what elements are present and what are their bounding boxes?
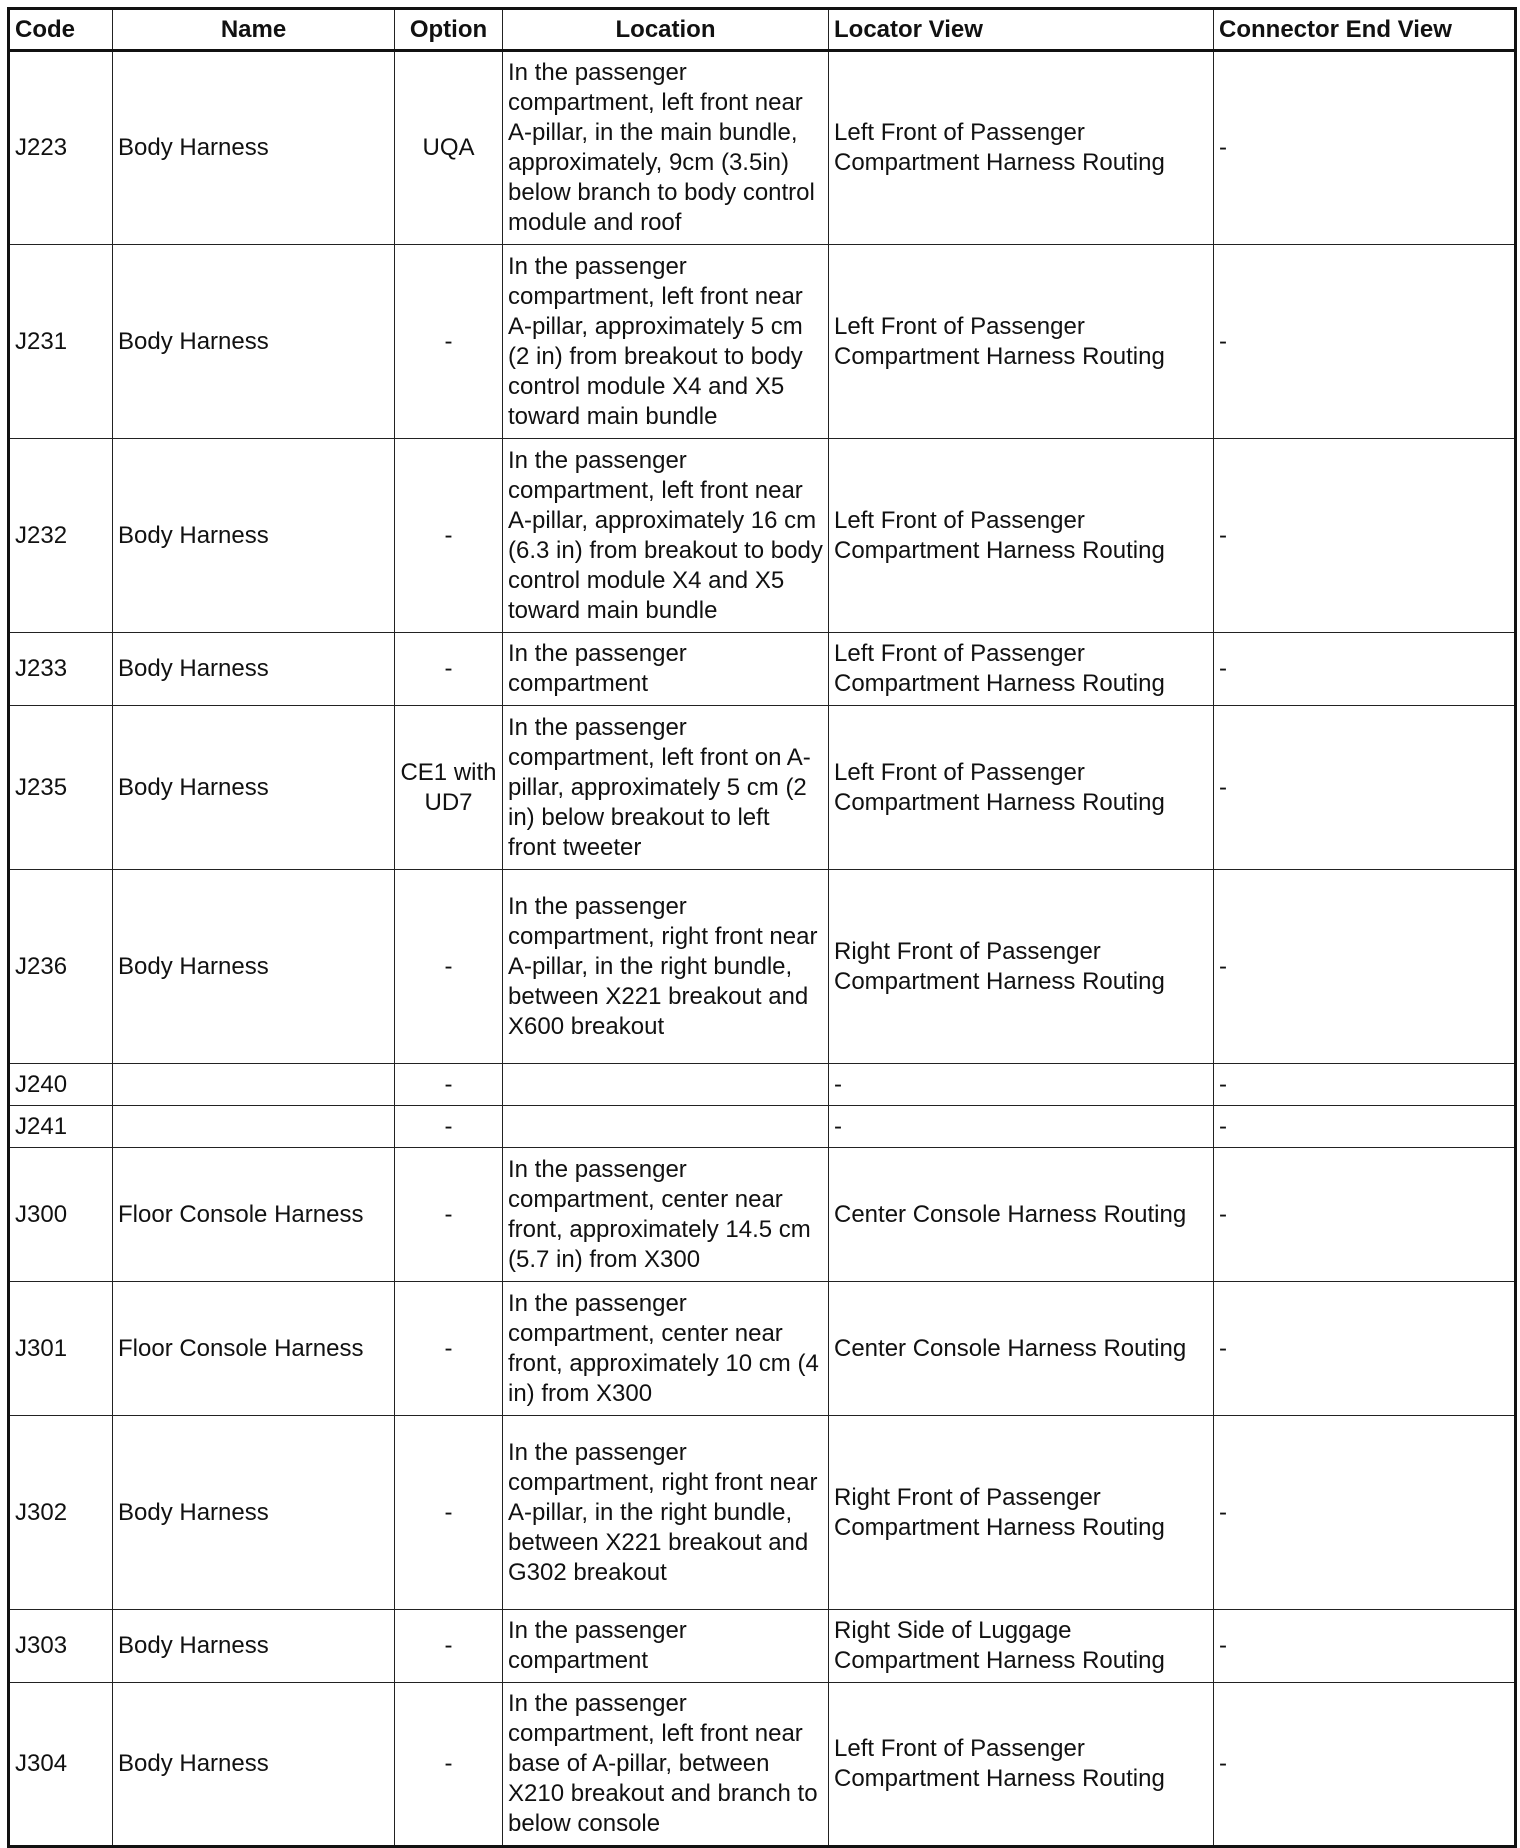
cell-connector-end-view: - [1214,1683,1516,1847]
cell-connector-end-view: - [1214,1610,1516,1683]
cell-name: Body Harness [113,1683,395,1847]
cell-code: J232 [9,439,113,633]
cell-option: - [395,1416,503,1610]
header-locator-view: Locator View [829,9,1214,51]
cell-name [113,1064,395,1106]
cell-location: In the passenger compartment, left front near base of A-pillar, between X210 breakout and branch to below console [503,1683,829,1847]
header-name: Name [113,9,395,51]
cell-location: In the passenger compartment, left front on A-pillar, approximately 5 cm (2 in) below breakout to left front tweeter [503,706,829,870]
cell-connector-end-view: - [1214,51,1516,245]
cell-locator-view: Right Front of Passenger Compartment Harness Routing [829,1416,1214,1610]
cell-name [113,1106,395,1148]
cell-code: J300 [9,1148,113,1282]
table-row [9,1683,1516,1847]
header-connector-end-view: Connector End View [1214,9,1516,51]
cell-name: Body Harness [113,439,395,633]
cell-option: CE1 with UD7 [395,706,503,870]
table-row [9,439,1516,633]
cell-option: - [395,1683,503,1847]
table-row [9,51,1516,245]
cell-connector-end-view: - [1214,1106,1516,1148]
cell-code: J304 [9,1683,113,1847]
cell-option: - [395,439,503,633]
header-location: Location [503,9,829,51]
cell-location [503,1106,829,1148]
cell-code: J303 [9,1610,113,1683]
table-row [9,870,1516,1064]
cell-name: Body Harness [113,51,395,245]
cell-connector-end-view: - [1214,245,1516,439]
cell-location [503,1064,829,1106]
cell-code: J235 [9,706,113,870]
cell-locator-view: Center Console Harness Routing [829,1282,1214,1416]
cell-code: J241 [9,1106,113,1148]
cell-locator-view: Left Front of Passenger Compartment Harness Routing [829,633,1214,706]
cell-code: J302 [9,1416,113,1610]
cell-option: - [395,633,503,706]
table-row [9,245,1516,439]
cell-location: In the passenger compartment, right front near A-pillar, in the right bundle, between X221 breakout and X600 breakout [503,870,829,1064]
cell-connector-end-view: - [1214,1148,1516,1282]
cell-locator-view: Right Front of Passenger Compartment Harness Routing [829,870,1214,1064]
cell-connector-end-view: - [1214,870,1516,1064]
cell-locator-view: Left Front of Passenger Compartment Harness Routing [829,245,1214,439]
cell-locator-view: Left Front of Passenger Compartment Harness Routing [829,706,1214,870]
table-row [9,1416,1516,1610]
table-row [9,1148,1516,1282]
cell-code: J240 [9,1064,113,1106]
cell-location: In the passenger compartment, right front near A-pillar, in the right bundle, between X221 breakout and G302 breakout [503,1416,829,1610]
cell-locator-view: Left Front of Passenger Compartment Harness Routing [829,51,1214,245]
cell-name: Body Harness [113,245,395,439]
cell-option: - [395,1610,503,1683]
table-row [9,633,1516,706]
table-header-row [9,9,1516,51]
cell-connector-end-view: - [1214,1064,1516,1106]
cell-location: In the passenger compartment, left front near A-pillar, in the main bundle, approximately, 9cm (3.5in) below branch to body control module and roof [503,51,829,245]
cell-location: In the passenger compartment, center near front, approximately 10 cm (4 in) from X300 [503,1282,829,1416]
cell-locator-view: Center Console Harness Routing [829,1148,1214,1282]
table-row [9,1064,1516,1106]
cell-location: In the passenger compartment, center near front, approximately 14.5 cm (5.7 in) from X300 [503,1148,829,1282]
cell-name: Body Harness [113,870,395,1064]
cell-option: UQA [395,51,503,245]
table-row [9,1282,1516,1416]
cell-option: - [395,245,503,439]
cell-name: Floor Console Harness [113,1148,395,1282]
cell-location: In the passenger compartment [503,1610,829,1683]
cell-connector-end-view: - [1214,1416,1516,1610]
cell-location: In the passenger compartment, left front near A-pillar, approximately 5 cm (2 in) from breakout to body control module X4 and X5 toward main bundle [503,245,829,439]
cell-locator-view: Left Front of Passenger Compartment Harness Routing [829,439,1214,633]
cell-option: - [395,1148,503,1282]
cell-code: J233 [9,633,113,706]
cell-name: Body Harness [113,1416,395,1610]
cell-locator-view: - [829,1064,1214,1106]
cell-code: J231 [9,245,113,439]
table-row [9,1106,1516,1148]
cell-locator-view: - [829,1106,1214,1148]
cell-option: - [395,1106,503,1148]
cell-name: Body Harness [113,633,395,706]
cell-option: - [395,1064,503,1106]
cell-name: Body Harness [113,706,395,870]
table-row [9,706,1516,870]
cell-option: - [395,870,503,1064]
cell-location: In the passenger compartment [503,633,829,706]
cell-name: Floor Console Harness [113,1282,395,1416]
cell-option: - [395,1282,503,1416]
cell-locator-view: Right Side of Luggage Compartment Harness Routing [829,1610,1214,1683]
connector-location-table [7,7,1517,1848]
cell-code: J236 [9,870,113,1064]
cell-locator-view: Left Front of Passenger Compartment Harness Routing [829,1683,1214,1847]
cell-code: J301 [9,1282,113,1416]
cell-location: In the passenger compartment, left front near A-pillar, approximately 16 cm (6.3 in) from breakout to body control module X4 and X5 toward main bundle [503,439,829,633]
table-row [9,1610,1516,1683]
cell-code: J223 [9,51,113,245]
cell-connector-end-view: - [1214,706,1516,870]
header-option: Option [395,9,503,51]
cell-connector-end-view: - [1214,633,1516,706]
cell-connector-end-view: - [1214,439,1516,633]
header-code: Code [9,9,113,51]
cell-connector-end-view: - [1214,1282,1516,1416]
cell-name: Body Harness [113,1610,395,1683]
